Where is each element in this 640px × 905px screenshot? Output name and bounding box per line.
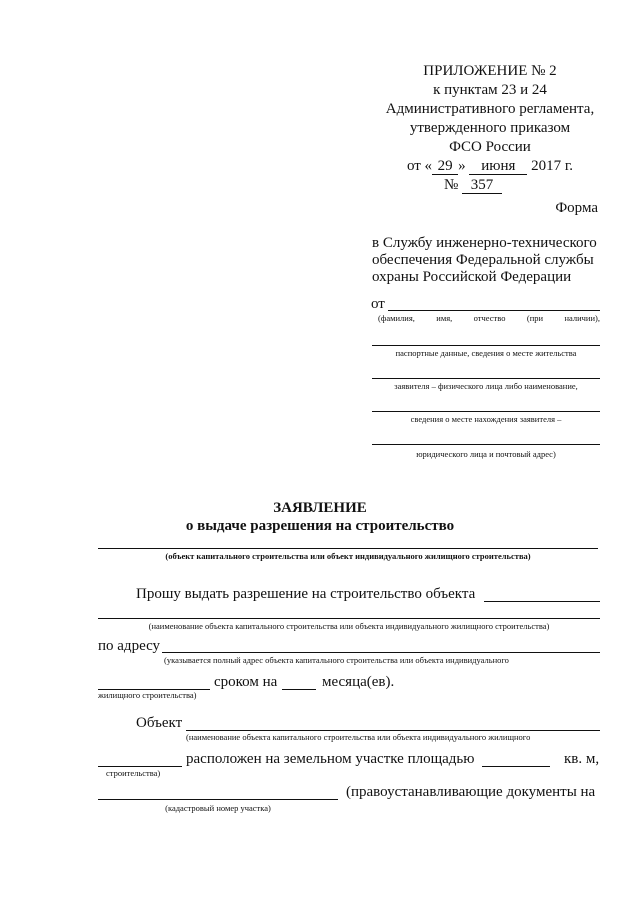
address-caption: юридического лица и почтовый адрес) [416,449,556,459]
from-label: от [371,296,385,312]
address-field[interactable] [162,652,600,653]
document-subtitle: о выдаче разрешения на строительство [185,518,455,534]
address-field-caption: (указывается полный адрес объекта капитального строительства или объекта индивидуального [164,655,509,665]
object-type-line[interactable] [98,548,598,549]
from-line-3[interactable] [372,378,600,379]
form-label: Форма [555,200,598,216]
passport-caption: паспортные данные, сведения о месте жительства [395,348,577,358]
annex-number-value: 357 [462,177,502,194]
annex-agency: ФСО России [449,139,531,155]
from-line-5[interactable] [372,444,600,445]
term-label: сроком на [214,674,278,690]
object-field-1[interactable] [484,601,600,602]
object-name-field[interactable] [186,730,600,731]
object-name-caption: (наименование объекта капитального строительства или объекта индивидуального жилищного строительства) [148,621,550,631]
area-field[interactable] [482,766,550,767]
annex-month: июня [469,158,527,175]
object-name-field-2[interactable] [98,766,182,767]
annex-year: 2017 г. [531,158,574,174]
request-text: Прошу выдать разрешение на строительство объекта [136,586,476,602]
area-unit: кв. м, [564,751,600,767]
annex-approved: утвержденного приказом [409,120,571,136]
located-text: расположен на земельном участке площадью [186,751,475,767]
object-type-caption: (объект капитального строительства или объект индивидуального жилищного строительства) [165,551,531,561]
recipient-text: в Службу инженерно-технического обеспечения Федеральной службы охраны Российской Федерации [372,235,597,285]
rights-text: (правоустанавливающие документы на [346,784,596,800]
object-name-caption-2: (наименование объекта капитального строительства или объекта индивидуального жилищного [186,732,531,742]
term-field[interactable] [282,689,316,690]
cadastral-field[interactable] [98,799,338,800]
annex-date: от « 29 » июня 2017 г. [406,158,574,174]
annex-day: 29 [432,158,458,175]
from-line-2[interactable] [372,345,600,346]
address-field-caption-2: жилищного строительства) [98,690,197,700]
object-field-2[interactable] [98,618,600,619]
cadastral-caption: (кадастровый номер участка) [165,803,271,813]
from-line-1[interactable] [388,310,600,311]
applicant-caption: заявителя – физического лица либо наименование, [394,381,578,391]
document-title: ЗАЯВЛЕНИЕ [273,500,367,516]
from-line-4[interactable] [372,411,600,412]
annex-points: к пунктам 23 и 24 [433,82,547,98]
annex-number: № 357 [380,176,600,195]
annex-block [380,62,600,195]
object-name-caption-3: строительства) [106,768,161,778]
term-suffix: месяца(ев). [322,674,395,690]
address-label: по адресу [98,638,161,654]
object-label: Объект [136,715,183,731]
location-caption: сведения о месте нахождения заявителя – [410,414,562,424]
annex-title: ПРИЛОЖЕНИЕ № 2 [423,63,557,79]
annex-regulation: Административного регламента, [385,101,595,117]
fio-captions: (фамилия, имя, отчество (при наличии), [378,313,600,323]
